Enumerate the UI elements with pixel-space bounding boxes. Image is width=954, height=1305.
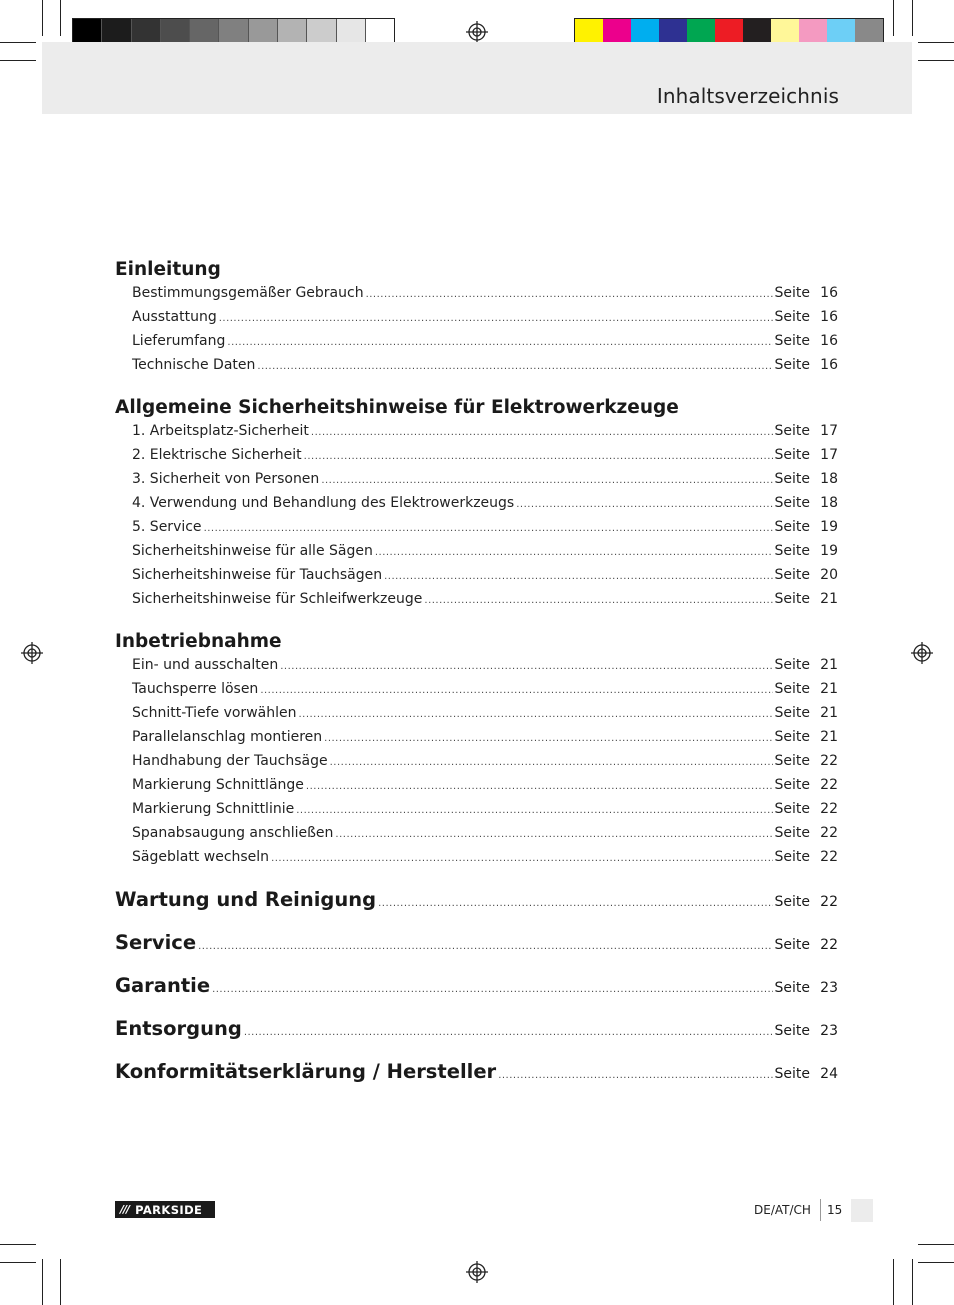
gray-swatch <box>366 19 394 44</box>
dot-leader <box>335 824 772 846</box>
entry-title: Tauchsperre lösen <box>132 681 259 697</box>
section-title: Inbetriebnahme <box>115 631 282 652</box>
entry-title: Ein- und ausschalten <box>132 657 279 673</box>
seite-label: Seite <box>774 980 810 996</box>
dot-leader <box>204 518 773 540</box>
entry-title: Handhabung der Tauchsäge <box>132 753 328 769</box>
dot-leader <box>244 1027 773 1038</box>
toc-main-entry[interactable] <box>115 1060 838 1083</box>
entry-page-number: 18 <box>820 471 838 487</box>
dot-leader <box>212 984 772 995</box>
seite-label: Seite <box>774 729 810 745</box>
entry-page-number: 18 <box>820 495 838 511</box>
entry-title: Sicherheitshinweise für alle Sägen <box>132 543 373 559</box>
footer-tab <box>851 1199 873 1222</box>
toc-entry[interactable] <box>132 750 838 774</box>
crop-mark <box>0 60 36 61</box>
toc-entry[interactable] <box>132 822 838 846</box>
main-entry-page-number: 24 <box>820 1066 838 1082</box>
footer-divider <box>820 1199 821 1221</box>
entry-title: Sicherheitshinweise für Tauchsägen <box>132 567 383 583</box>
dot-leader <box>366 284 773 306</box>
crop-mark <box>912 0 913 36</box>
entry-title: 1. Arbeitsplatz-Sicherheit <box>132 423 309 439</box>
toc-entry[interactable] <box>132 330 838 354</box>
entry-page-number: 21 <box>820 705 838 721</box>
color-swatch <box>771 19 799 44</box>
seite-label: Seite <box>774 591 810 607</box>
logo-slashes: /// <box>120 1203 130 1216</box>
gray-swatch <box>102 19 131 44</box>
seite-label: Seite <box>774 447 810 463</box>
dot-leader <box>378 898 772 909</box>
main-entry-page-number: 23 <box>820 1023 838 1039</box>
footer-page-number: 15 <box>827 1203 843 1217</box>
toc-entry[interactable] <box>132 678 838 702</box>
color-swatch <box>799 19 827 44</box>
dot-leader <box>306 776 773 798</box>
dot-leader <box>227 332 772 354</box>
crop-mark <box>42 0 43 36</box>
color-swatch <box>603 19 631 44</box>
crop-mark <box>918 1244 954 1245</box>
entry-page-number: 21 <box>820 729 838 745</box>
seite-label: Seite <box>774 825 810 841</box>
toc-entry[interactable] <box>132 516 838 540</box>
dot-leader <box>330 752 773 774</box>
seite-label: Seite <box>774 309 810 325</box>
dot-leader <box>271 848 772 870</box>
dot-leader <box>375 542 773 564</box>
color-swatch <box>659 19 687 44</box>
main-entry-page-number: 22 <box>820 937 838 953</box>
seite-label: Seite <box>774 681 810 697</box>
entry-page-number: 22 <box>820 825 838 841</box>
entry-title: 2. Elektrische Sicherheit <box>132 447 302 463</box>
toc-entry[interactable] <box>132 588 838 612</box>
seite-label: Seite <box>774 333 810 349</box>
dot-leader <box>424 590 772 612</box>
entry-page-number: 20 <box>820 567 838 583</box>
dot-leader <box>296 800 772 822</box>
entry-title: 3. Sicherheit von Personen <box>132 471 320 487</box>
footer-region: DE/AT/CH <box>754 1203 811 1217</box>
entry-title: Parallelanschlag montieren <box>132 729 323 745</box>
seite-label: Seite <box>774 657 810 673</box>
main-entry-title: Garantie <box>115 974 211 997</box>
toc-entry[interactable] <box>132 564 838 588</box>
main-entry-page-number: 22 <box>820 894 838 910</box>
toc-entry[interactable] <box>132 444 838 468</box>
entry-page-number: 16 <box>820 309 838 325</box>
entry-title: Sägeblatt wechseln <box>132 849 270 865</box>
seite-label: Seite <box>774 1023 810 1039</box>
entry-title: Sicherheitshinweise für Schleifwerkzeuge <box>132 591 423 607</box>
crop-mark <box>912 1259 913 1305</box>
seite-label: Seite <box>774 567 810 583</box>
toc-sections <box>115 258 838 870</box>
crop-mark <box>918 1262 954 1263</box>
dot-leader <box>219 308 773 330</box>
entry-page-number: 17 <box>820 423 838 439</box>
seite-label: Seite <box>774 519 810 535</box>
entry-page-number: 22 <box>820 777 838 793</box>
entry-title: 4. Verwendung und Behandlung des Elektrowerkzeugs <box>132 495 515 511</box>
entry-title: Bestimmungsgemäßer Gebrauch <box>132 285 364 301</box>
toc-entry[interactable] <box>132 726 838 750</box>
crop-mark <box>42 1259 43 1305</box>
entry-title: Ausstattung <box>132 309 217 325</box>
color-swatch <box>855 19 883 44</box>
dot-leader <box>324 728 772 750</box>
toc-section <box>115 396 838 612</box>
entry-title: Lieferumfang <box>132 333 226 349</box>
seite-label: Seite <box>774 801 810 817</box>
entry-page-number: 21 <box>820 657 838 673</box>
gray-swatch <box>190 19 219 44</box>
toc-entry[interactable] <box>132 306 838 330</box>
toc-main-entries <box>115 888 838 1083</box>
color-calibration-bar <box>574 18 884 45</box>
main-entry-title: Entsorgung <box>115 1017 242 1040</box>
toc-entry[interactable] <box>132 798 838 822</box>
toc-main-entry[interactable] <box>115 931 838 954</box>
crop-mark <box>893 0 894 36</box>
registration-mark-icon <box>466 1261 488 1283</box>
seite-label: Seite <box>774 357 810 373</box>
gray-swatch <box>337 19 366 44</box>
entry-page-number: 19 <box>820 519 838 535</box>
crop-mark <box>0 1262 36 1263</box>
toc-entry[interactable] <box>132 702 838 726</box>
entry-title: 5. Service <box>132 519 202 535</box>
toc-section <box>115 258 838 378</box>
color-swatch <box>687 19 715 44</box>
dot-leader <box>298 704 772 726</box>
gray-swatch <box>307 19 336 44</box>
gray-calibration-bar <box>72 18 395 45</box>
seite-label: Seite <box>774 285 810 301</box>
main-entry-title: Service <box>115 931 197 954</box>
seite-label: Seite <box>774 1066 810 1082</box>
gray-swatch <box>132 19 161 44</box>
dot-leader <box>498 1070 772 1081</box>
gray-swatch <box>219 19 248 44</box>
toc-entry[interactable] <box>132 420 838 444</box>
seite-label: Seite <box>774 423 810 439</box>
page-title: Inhaltsverzeichnis <box>656 84 839 108</box>
entry-page-number: 19 <box>820 543 838 559</box>
color-swatch <box>631 19 659 44</box>
seite-label: Seite <box>774 777 810 793</box>
toc-entry[interactable] <box>132 774 838 798</box>
seite-label: Seite <box>774 753 810 769</box>
gray-swatch <box>278 19 307 44</box>
section-title: Einleitung <box>115 259 221 280</box>
parkside-logo <box>115 1201 215 1218</box>
crop-mark <box>60 1259 61 1305</box>
toc-entry[interactable] <box>132 540 838 564</box>
dot-leader <box>311 422 773 444</box>
toc-main-entry[interactable] <box>115 1017 838 1040</box>
gray-swatch <box>161 19 190 44</box>
registration-mark-icon <box>466 21 488 43</box>
entry-page-number: 21 <box>820 681 838 697</box>
dot-leader <box>384 566 772 588</box>
crop-mark <box>918 42 954 43</box>
toc-section <box>115 630 838 870</box>
entry-page-number: 22 <box>820 753 838 769</box>
toc-entry[interactable] <box>132 282 838 306</box>
dot-leader <box>280 656 772 678</box>
dot-leader <box>260 680 772 702</box>
entry-title: Technische Daten <box>132 357 256 373</box>
seite-label: Seite <box>774 705 810 721</box>
main-entry-title: Wartung und Reinigung <box>115 888 377 911</box>
gray-swatch <box>249 19 278 44</box>
crop-mark <box>893 1259 894 1305</box>
entry-page-number: 16 <box>820 357 838 373</box>
dot-leader <box>257 356 772 378</box>
dot-leader <box>304 446 773 468</box>
dot-leader <box>321 470 772 492</box>
dot-leader <box>198 941 772 952</box>
color-swatch <box>827 19 855 44</box>
entry-page-number: 17 <box>820 447 838 463</box>
toc-entry[interactable] <box>132 354 838 378</box>
crop-mark <box>0 42 36 43</box>
section-title: Allgemeine Sicherheitshinweise für Elektrowerkzeuge <box>115 397 679 418</box>
color-swatch <box>715 19 743 44</box>
entry-title: Markierung Schnittlänge <box>132 777 304 793</box>
toc-entry[interactable] <box>132 492 838 516</box>
seite-label: Seite <box>774 495 810 511</box>
color-swatch <box>743 19 771 44</box>
entry-page-number: 16 <box>820 333 838 349</box>
toc-entry[interactable] <box>132 846 838 870</box>
seite-label: Seite <box>774 543 810 559</box>
color-swatch <box>575 19 603 44</box>
main-entry-title: Konformitätserklärung / Hersteller <box>115 1060 497 1083</box>
dot-leader <box>516 494 772 516</box>
seite-label: Seite <box>774 471 810 487</box>
toc-main-entry[interactable] <box>115 974 838 997</box>
registration-mark-icon <box>911 642 933 664</box>
toc-main-entry[interactable] <box>115 888 838 911</box>
entry-title: Spanabsaugung anschließen <box>132 825 334 841</box>
entry-title: Schnitt-Tiefe vorwählen <box>132 705 297 721</box>
entry-page-number: 21 <box>820 591 838 607</box>
main-entry-page-number: 23 <box>820 980 838 996</box>
seite-label: Seite <box>774 937 810 953</box>
entry-title: Markierung Schnittlinie <box>132 801 295 817</box>
registration-mark-icon <box>21 642 43 664</box>
crop-mark <box>0 1244 36 1245</box>
crop-mark <box>918 60 954 61</box>
seite-label: Seite <box>774 894 810 910</box>
table-of-contents <box>115 258 838 1103</box>
crop-mark <box>60 0 61 36</box>
logo-text: PARKSIDE <box>135 1202 203 1217</box>
toc-entry[interactable] <box>132 468 838 492</box>
gray-swatch <box>73 19 102 44</box>
seite-label: Seite <box>774 849 810 865</box>
entry-page-number: 16 <box>820 285 838 301</box>
entry-page-number: 22 <box>820 849 838 865</box>
entry-page-number: 22 <box>820 801 838 817</box>
toc-entry[interactable] <box>132 654 838 678</box>
